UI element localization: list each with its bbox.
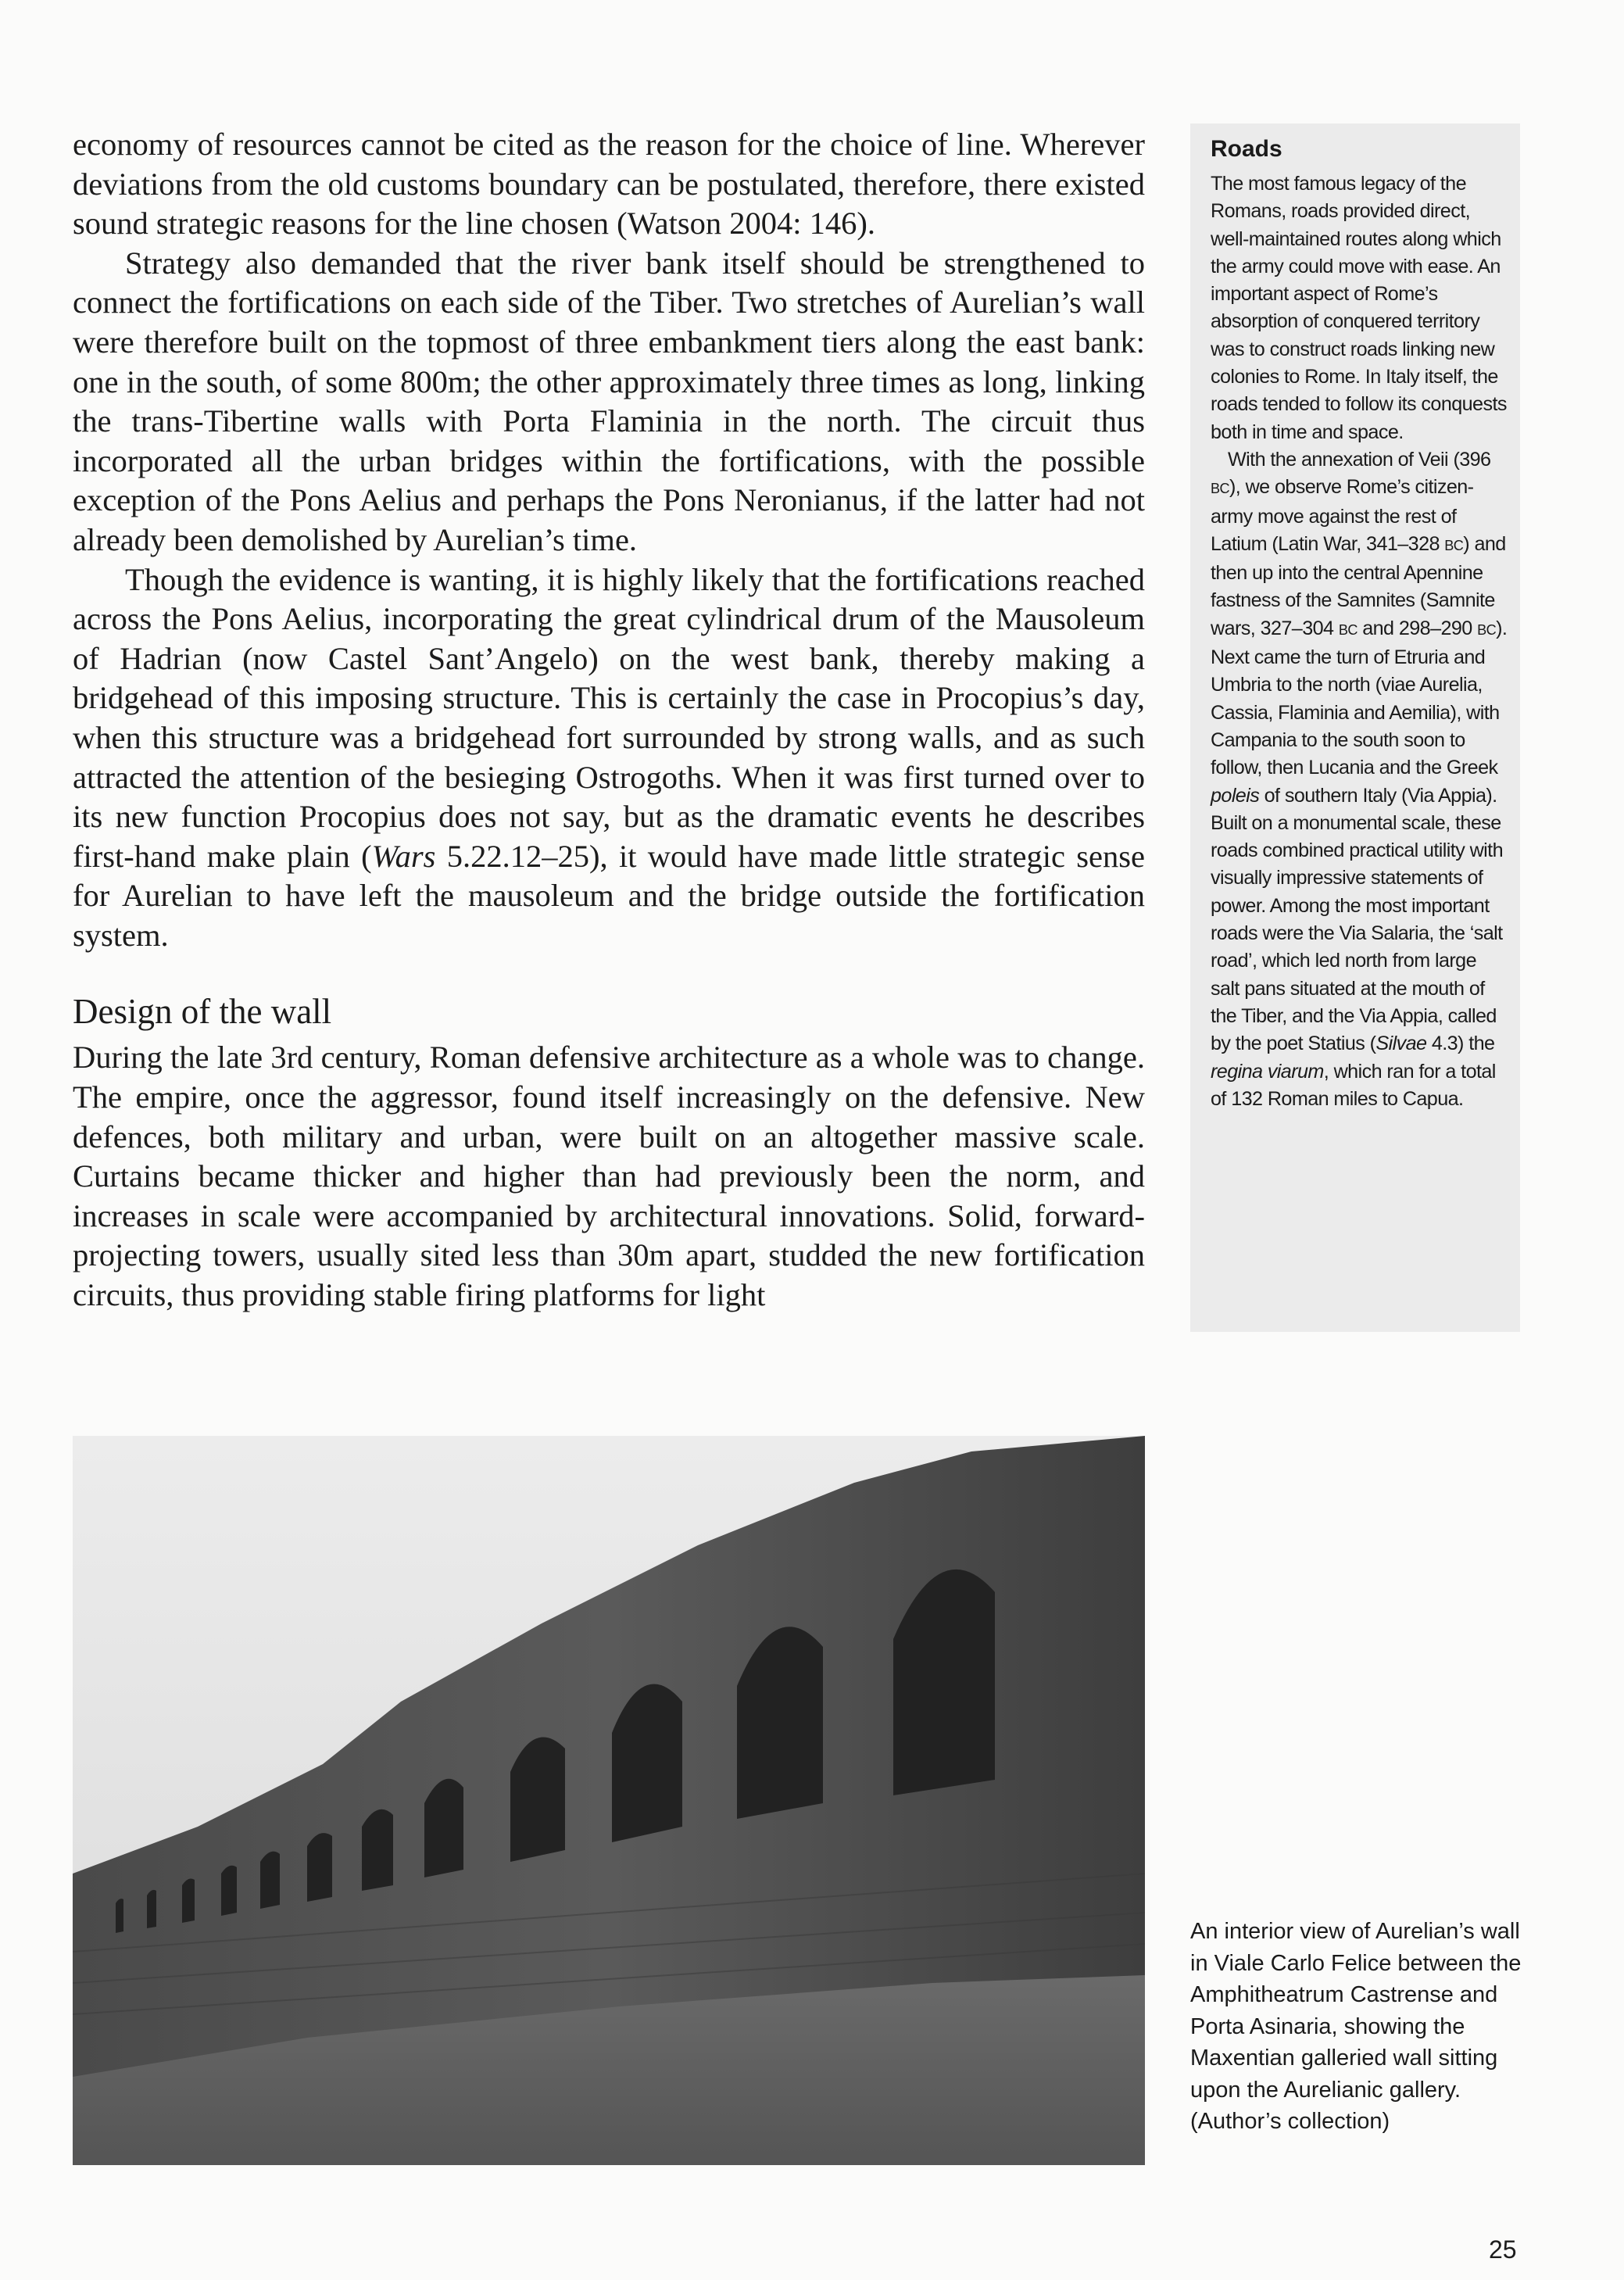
- paragraph-text: 5.22.12–25), it would have made little strategic sense for Aurelian to have left the mausoleum and the bridge outside the fortification system.: [73, 838, 1145, 953]
- photo-aurelian-wall: [73, 1436, 1145, 2165]
- text: ) and then up into the central Apennine fastness of the Samnites (Samnite wars, 327–304: [1211, 532, 1506, 639]
- text: , which ran for a total of 132 Roman miles to Capua.: [1211, 1060, 1496, 1110]
- era-abbrev: BC: [1338, 621, 1358, 638]
- section-heading: Design of the wall: [73, 992, 332, 1032]
- paragraph: economy of resources cannot be cited as the reason for the choice of line. Wherever deviations from the old customs boundary can be postulated, therefore, there existed sound strategic reasons for the line chosen (Watson 2004: 146).: [73, 127, 1145, 242]
- text: ). Next came the turn of Etruria and Umbria to the north (viae Aurelia, Cassia, Flaminia and Aemilia), with Campania to the south soon to follow, then Lucania and the Greek: [1211, 617, 1508, 779]
- sidebar-paragraph: The most famous legacy of the Romans, roads provided direct, well-maintained routes along which the army could move with ease. An important aspect of Rome’s absorption of conquered territory was to construct roads linking new colonies to Rome. In Italy itself, the roads tended to follow its conquests both in time and space.: [1211, 173, 1507, 443]
- page-number: 25: [1489, 2235, 1517, 2264]
- paragraph-text: Though the evidence is wanting, it is highly likely that the fortifications reached across the Pons Aelius, incorporating the great cylindrical drum of the Mausoleum of Hadrian (now Castel Sant’Angelo) on the west bank, thereby making a bridgehead of this imposing structure. This is certainly the case in Procopius’s day, when this structure was a bridgehead fort surrounded by strong walls, and as such attracted the attention of the besieging Ostrogoths. When it was first turned over to its new function Procopius does not say, but as the dramatic events he describes first-hand make plain (: [73, 561, 1145, 874]
- text: With the annexation of Veii (396: [1228, 448, 1491, 471]
- italic-term: Silvae: [1375, 1033, 1427, 1055]
- text: 4.3) the: [1426, 1033, 1495, 1055]
- photo-caption: An interior view of Aurelian’s wall in Viale Carlo Felice between the Amphitheatrum Castrense and Porta Asinaria, showing the Maxentian galleried wall sitting upon the Aurelianic gallery. (Author’s collection): [1190, 1919, 1522, 2134]
- wall-illustration: [73, 1436, 1145, 2165]
- paragraph: Strategy also demanded that the river bank itself should be strengthened to connect the fortifications on each side of the Tiber. Two stretches of Aurelian’s wall were therefore built on the topmost of three embankment tiers along the east bank: one in the south, of some 800m; the other approximately three times as long, linking the trans-Tibertine walls with Porta Flaminia in the north. The circuit thus incorporated all the urban bridges within the fortifications, with the possible exception of the Pons Aelius and perhaps the Pons Neronianus, if the latter had not already been demolished by Aurelian’s time.: [73, 245, 1145, 557]
- text: of southern Italy (Via Appia). Built on a monumental scale, these roads combined practical utility with visually impressive statements of power. Among the most important roads were the Via Salaria, the ‘salt road’, which led north from large salt pans situated at the mouth of the Tiber, and the Via Appia, called by the poet Statius (: [1211, 784, 1503, 1055]
- paragraph: During the late 3rd century, Roman defensive architecture as a whole was to change. The empire, once the aggressor, found itself increasingly on the defensive. New defences, both military and urban, were built on an altogether massive scale. Curtains became thicker and higher than had previously been the norm, and increases in scale were accompanied by architectural innovations. Solid, forward-projecting towers, usually sited less than 30m apart, studded the new fortification circuits, thus providing stable firing platforms for light: [73, 1040, 1145, 1313]
- text: ), we observe Rome’s citizen-army move against the rest of Latium (Latin War, 341–328: [1211, 476, 1474, 555]
- sidebar-paragraph: [1211, 446, 1509, 1113]
- italic-term: regina viarum: [1211, 1060, 1324, 1083]
- era-abbrev: BC: [1444, 537, 1464, 553]
- citation-title: Wars: [371, 838, 436, 874]
- sidebar-box-roads: [1190, 123, 1520, 1332]
- main-text-column: [73, 125, 1145, 1315]
- era-abbrev: BC: [1211, 481, 1229, 497]
- paragraph: [73, 560, 1145, 956]
- text: and 298–290: [1357, 617, 1478, 639]
- italic-term: poleis: [1211, 784, 1260, 807]
- sidebar-title: Roads: [1211, 136, 1282, 162]
- era-abbrev: BC: [1477, 621, 1497, 638]
